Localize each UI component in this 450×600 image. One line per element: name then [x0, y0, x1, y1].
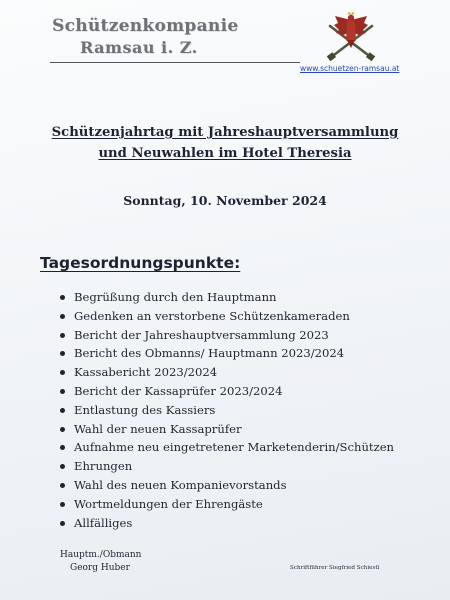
event-title-line2: und Neuwahlen im Hotel Theresia: [98, 146, 352, 161]
event-date: Sonntag, 10. November 2024: [123, 193, 327, 208]
eagle-crest-icon: [326, 10, 376, 64]
agenda-heading: Tagesordnungspunkte:: [40, 254, 241, 272]
event-title-line1: Schützenjahrtag mit Jahreshauptversammlung: [51, 125, 399, 140]
signature-left-name: Georg Huber: [70, 563, 130, 573]
list-item: Bericht der Jahreshauptversammlung 2023: [60, 326, 394, 345]
list-item: Wortmeldungen der Ehrengäste: [60, 495, 394, 514]
list-item: Allfälliges: [60, 514, 394, 533]
org-name-line2: Ramsau i. Z.: [80, 38, 198, 57]
signature-left-title: Hauptm./Obmann: [60, 550, 142, 560]
list-item: Gedenken an verstorbene Schützenkameraden: [60, 307, 394, 326]
agenda-list: [60, 288, 394, 532]
list-item: Wahl der neuen Kassaprüfer: [60, 420, 394, 439]
list-item: Wahl des neuen Kompanievorstands: [60, 476, 394, 495]
list-item: Bericht der Kassaprüfer 2023/2024: [60, 382, 394, 401]
list-item: Entlastung des Kassiers: [60, 401, 394, 420]
list-item: Aufnahme neu eingetretener Marketenderin/Schützen: [60, 438, 394, 457]
list-item: Begrüßung durch den Hauptmann: [60, 288, 394, 307]
org-name-line1: Schützenkompanie: [52, 16, 239, 36]
signature-right: Schriftführer Siegfried Schiestl: [290, 565, 380, 571]
website-link[interactable]: www.schuetzen-ramsau.at: [300, 64, 400, 73]
list-item: Ehrungen: [60, 457, 394, 476]
list-item: Bericht des Obmanns/ Hauptmann 2023/2024: [60, 344, 394, 363]
event-title: [40, 122, 410, 164]
list-item: Kassabericht 2023/2024: [60, 363, 394, 382]
header-divider: [50, 62, 300, 63]
